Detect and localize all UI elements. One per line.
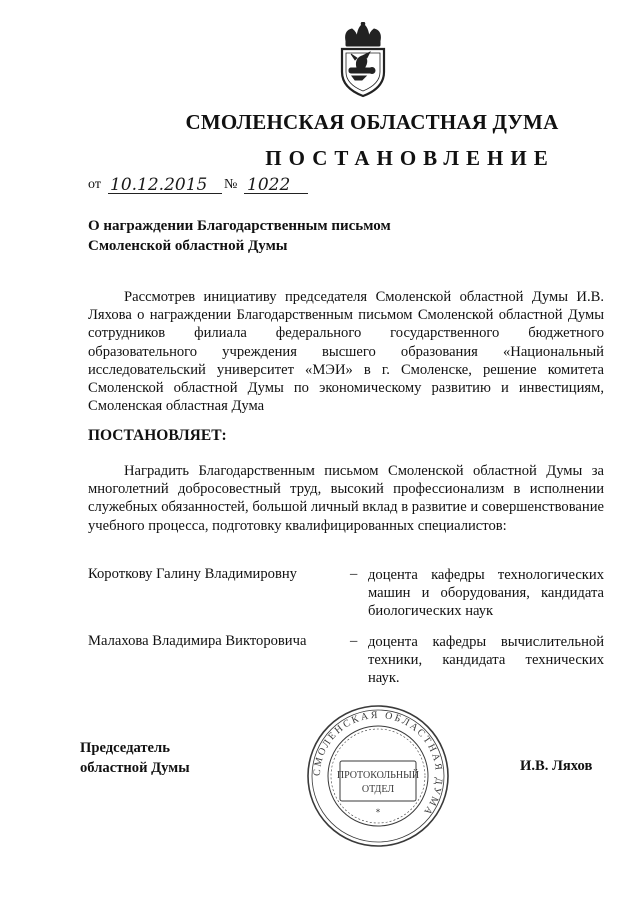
date-prefix: от (88, 177, 101, 192)
date-handwritten: 10.12.2015 (110, 175, 208, 195)
stamp-center-line-2: ОТДЕЛ (361, 784, 395, 795)
signatory-title-line-2: областной Думы (80, 760, 190, 776)
awardee-position: доцента кафедры технологических машин и оборудования, кандидата биологических наук (368, 567, 604, 620)
date-number-line (88, 172, 348, 198)
decree-heading: ПОСТАНОВЛЯЕТ: (88, 427, 227, 444)
coat-of-arms-emblem (332, 22, 394, 102)
stamp-ring-text: СМОЛЕНСКАЯ ОБЛАСТНАЯ ДУМА (311, 709, 445, 819)
number-prefix: № (224, 177, 238, 192)
preamble-text: Рассмотрев инициативу председателя Смоленской областной Думы И.В. Ляхова о награждении Благодарственным письмом Смоленской областной Думы сотрудников филиала федерального государственного бюджетного образовательного учреждения высшего образования «Национальный исследовательский университет «МЭИ» в г. Смоленске, решение комитета Смоленской областной Думы по экономическому развитию и инвестициям, Смоленская областная Дума (88, 289, 604, 415)
signatory-name: И.В. Ляхов (520, 758, 593, 774)
signatory-title (80, 738, 190, 778)
number-handwritten: 1022 (247, 175, 291, 195)
document-type: ПОСТАНОВЛЕНИЕ (265, 146, 555, 170)
awardee-name: Малахова Владимира Викторовича (88, 633, 307, 649)
subject-line-1: О награждении Благодарственным письмом (88, 218, 391, 234)
decision-text: Наградить Благодарственным письмом Смоленской областной Думы за многолетний добросовестный труд, высокий профессионализм в исполнении служебных обязанностей, большой личный вклад в развитие и совершенствование учебного процесса, подготовку квалифицированных специалистов: (88, 463, 604, 534)
signatory-title-line-1: Председатель (80, 740, 170, 756)
svg-text:*: * (375, 808, 381, 818)
awardee-position: доцента кафедры вычислительной техники, кандидата технических наук. (368, 634, 604, 687)
decision-paragraph (88, 462, 604, 535)
stamp-center-line-1: ПРОТОКОЛЬНЫЙ (336, 770, 420, 781)
document-subject (88, 216, 508, 256)
preamble-paragraph (88, 288, 604, 415)
official-stamp (305, 703, 451, 849)
awardee-name: Короткову Галину Владимировну (88, 566, 297, 582)
subject-line-2: Смоленской областной Думы (88, 238, 288, 254)
awardee-dash: – (350, 566, 358, 582)
awardee-dash: – (350, 633, 358, 649)
organization-name: СМОЛЕНСКАЯ ОБЛАСТНАЯ ДУМА (185, 110, 559, 134)
